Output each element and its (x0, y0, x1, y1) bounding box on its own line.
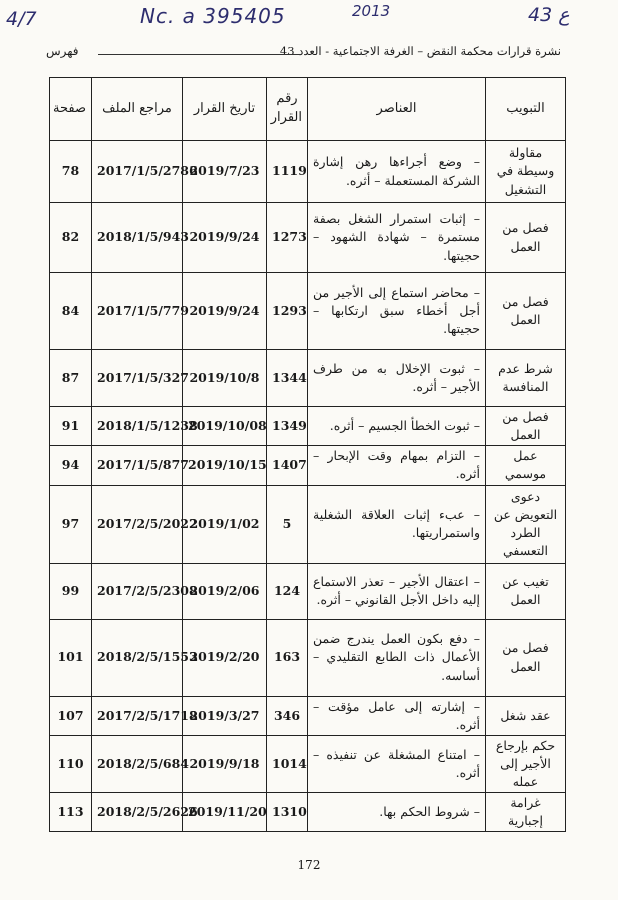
file-reference-cell: 2018/1/5/943 (92, 203, 183, 273)
table-row (50, 203, 566, 273)
table-row (50, 141, 566, 203)
decision-date-cell: 2019/10/08 (183, 407, 267, 446)
table-row (50, 793, 566, 832)
handwritten-reference: Nc. a 395405 (140, 4, 286, 28)
header-rule (98, 54, 299, 55)
page-cell: 82 (50, 203, 92, 273)
page-cell: 101 (50, 619, 92, 696)
page-cell: 91 (50, 407, 92, 446)
page-number: 172 (297, 858, 321, 872)
decision-number-cell: 1310 (267, 793, 308, 832)
file-reference-cell: 2017/1/5/779 (92, 273, 183, 350)
page-cell: 107 (50, 696, 92, 735)
table-row (50, 485, 566, 563)
page-cell: 99 (50, 563, 92, 619)
file-reference-cell: 2017/2/5/2022 (92, 485, 183, 563)
decision-number-cell: 5 (267, 485, 308, 563)
elements-cell: – عبء إثبات العلاقة الشغلية واستمراريتها. (308, 485, 486, 563)
elements-cell: – ثبوت الخطأ الجسيم – أثره. (308, 407, 486, 446)
decision-date-cell: 2019/2/06 (183, 563, 267, 619)
topic-cell: غرامة إجبارية (486, 793, 566, 832)
topic-cell: فصل من العمل (486, 407, 566, 446)
table-row (50, 446, 566, 485)
decision-number-cell: 1349 (267, 407, 308, 446)
handwritten-note-right: 43 ع (528, 4, 570, 26)
elements-cell: – إثبات استمرار الشغل بصفة مستمرة – شهادة الشهود – حجيتها. (308, 203, 486, 273)
header-decision-date: تاريخ القرار (183, 78, 267, 141)
table-row (50, 735, 566, 792)
decision-date-cell: 2019/11/20 (183, 793, 267, 832)
page-cell: 78 (50, 141, 92, 203)
topic-cell: فصل من العمل (486, 203, 566, 273)
topic-cell: دعوى التعويض عن الطرد التعسفي (486, 485, 566, 563)
topic-cell: عقد شغل (486, 696, 566, 735)
decision-date-cell: 2019/9/18 (183, 735, 267, 792)
elements-cell: – اعتقال الأجير – تعذر الاستماع إليه داخل الأجل القانوني – أثره. (308, 563, 486, 619)
file-reference-cell: 2018/2/5/1553 (92, 619, 183, 696)
decision-number-cell: 1119 (267, 141, 308, 203)
elements-cell: – محاضر استماع إلى الأجير من أجل أخطاء سبق ارتكابها – حجيتها. (308, 273, 486, 350)
decision-date-cell: 2019/9/24 (183, 273, 267, 350)
handwritten-note-left: 4/7 (6, 8, 37, 30)
topic-cell: مقاولة وسيطة في التشغيل (486, 141, 566, 203)
table-row (50, 407, 566, 446)
topic-cell: فصل من العمل (486, 619, 566, 696)
header-topic: التبويب (486, 78, 566, 141)
decision-number-cell: 1273 (267, 203, 308, 273)
file-reference-cell: 2017/1/5/327 (92, 350, 183, 407)
page-cell: 110 (50, 735, 92, 792)
page-cell: 97 (50, 485, 92, 563)
decision-date-cell: 2019/2/20 (183, 619, 267, 696)
decision-number-cell: 1407 (267, 446, 308, 485)
decision-number-cell: 1344 (267, 350, 308, 407)
elements-cell: – التزام بمهام وقت الإبحار – أثره. (308, 446, 486, 485)
page-cell: 84 (50, 273, 92, 350)
table-header-row (50, 78, 566, 141)
topic-cell: عمل موسمي (486, 446, 566, 485)
elements-cell: – ثبوت الإخلال به من طرف الأجير – أثره. (308, 350, 486, 407)
page-cell: 94 (50, 446, 92, 485)
table-row (50, 273, 566, 350)
topic-cell: حكم بإرجاع الأجير إلى عمله (486, 735, 566, 792)
elements-cell: – إشارته إلى عامل مؤقت – أثره. (308, 696, 486, 735)
elements-cell: – دفع بكون العمل يندرج ضمن الأعمال ذات الطابع التقليدي – أساسه. (308, 619, 486, 696)
header-index-label: فهرس (46, 44, 79, 58)
elements-cell: – وضع أجراءها رهن إشارة الشركة المستعملة – أثره. (308, 141, 486, 203)
file-reference-cell: 2018/2/5/684 (92, 735, 183, 792)
decision-date-cell: 2019/3/27 (183, 696, 267, 735)
decision-date-cell: 2019/7/23 (183, 141, 267, 203)
page-cell: 113 (50, 793, 92, 832)
decision-date-cell: 2019/10/15 (183, 446, 267, 485)
decision-number-cell: 346 (267, 696, 308, 735)
file-reference-cell: 2018/1/5/1238 (92, 407, 183, 446)
page-cell: 87 (50, 350, 92, 407)
file-reference-cell: 2017/2/5/2308 (92, 563, 183, 619)
topic-cell: تغيب عن العمل (486, 563, 566, 619)
header-file-reference: مراجع الملف (92, 78, 183, 141)
decision-number-cell: 1293 (267, 273, 308, 350)
file-reference-cell: 2017/1/5/877 (92, 446, 183, 485)
table-row (50, 350, 566, 407)
file-reference-cell: 2017/2/5/1718 (92, 696, 183, 735)
elements-cell: – شروط الحكم بها. (308, 793, 486, 832)
decision-number-cell: 1014 (267, 735, 308, 792)
table-row (50, 619, 566, 696)
header-title: نشرة قرارات محكمة النقض – الغرفة الاجتماعية - العدد 43 (279, 44, 561, 58)
decision-number-cell: 124 (267, 563, 308, 619)
decision-number-cell: 163 (267, 619, 308, 696)
topic-cell: فصل من العمل (486, 273, 566, 350)
elements-cell: – امتناع المشغلة عن تنفيذه – أثره. (308, 735, 486, 792)
table-row (50, 563, 566, 619)
topic-cell: شرط عدم المنافسة (486, 350, 566, 407)
header-elements: العناصر (308, 78, 486, 141)
file-reference-cell: 2017/1/5/2786 (92, 141, 183, 203)
handwritten-year: 2013 (352, 2, 391, 20)
page-header (46, 42, 561, 64)
table-row (50, 696, 566, 735)
header-decision-number: رقم القرار (267, 78, 308, 141)
decision-date-cell: 2019/10/8 (183, 350, 267, 407)
header-page: صفحة (50, 78, 92, 141)
decision-date-cell: 2019/9/24 (183, 203, 267, 273)
index-table (49, 77, 566, 832)
decision-date-cell: 2019/1/02 (183, 485, 267, 563)
file-reference-cell: 2018/2/5/2626 (92, 793, 183, 832)
